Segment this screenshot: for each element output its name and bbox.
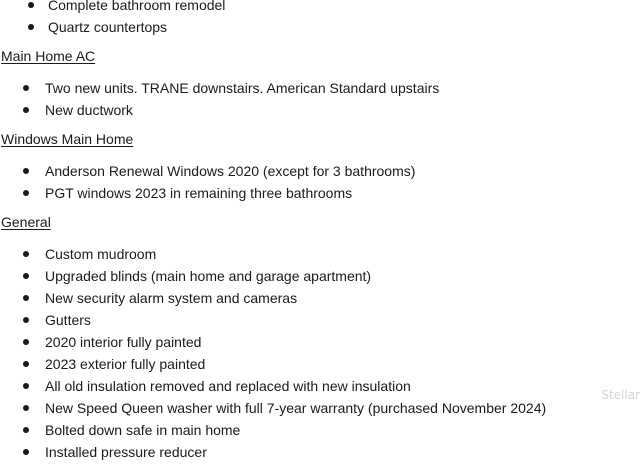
ac-list bbox=[0, 77, 640, 121]
list-item: Installed pressure reducer bbox=[0, 441, 640, 463]
list-item: Two new units. TRANE downstairs. American Standard upstairs bbox=[0, 77, 640, 99]
bullet-icon bbox=[23, 427, 29, 433]
bullet-icon bbox=[23, 168, 29, 174]
bullet-icon bbox=[23, 339, 29, 345]
bathroom-list bbox=[0, 0, 640, 38]
list-item: PGT windows 2023 in remaining three bathrooms bbox=[0, 182, 640, 204]
list-item: Gutters bbox=[0, 309, 640, 331]
bullet-icon bbox=[23, 273, 29, 279]
list-item: All old insulation removed and replaced with new insulation bbox=[0, 375, 640, 397]
list-item: New Speed Queen washer with full 7-year warranty (purchased November 2024) bbox=[0, 397, 640, 419]
list-item: 2020 interior fully painted bbox=[0, 331, 640, 353]
list-item: Bolted down safe in main home bbox=[0, 419, 640, 441]
section-heading-main-home-ac: Main Home AC bbox=[1, 48, 96, 64]
list-item: Complete bathroom remodel bbox=[0, 0, 640, 16]
watermark: Stellar bbox=[601, 388, 640, 402]
list-item: New ductwork bbox=[0, 99, 640, 121]
bullet-icon bbox=[23, 383, 29, 389]
bullet-icon bbox=[23, 405, 29, 411]
list-item: 2023 exterior fully painted bbox=[0, 353, 640, 375]
bullet-icon bbox=[23, 317, 29, 323]
bullet-icon bbox=[23, 107, 29, 113]
list-item: Upgraded blinds (main home and garage apartment) bbox=[0, 265, 640, 287]
bullet-icon bbox=[28, 2, 34, 8]
list-item: Custom mudroom bbox=[0, 243, 640, 265]
windows-list bbox=[0, 160, 640, 204]
bullet-icon bbox=[23, 85, 29, 91]
bullet-icon bbox=[23, 449, 29, 455]
list-item: New security alarm system and cameras bbox=[0, 287, 640, 309]
general-list bbox=[0, 243, 640, 463]
list-item: Quartz countertops bbox=[0, 16, 640, 38]
list-item: Anderson Renewal Windows 2020 (except for 3 bathrooms) bbox=[0, 160, 640, 182]
bullet-icon bbox=[23, 361, 29, 367]
bullet-icon bbox=[23, 251, 29, 257]
bullet-icon bbox=[23, 190, 29, 196]
bullet-icon bbox=[28, 24, 34, 30]
section-heading-general: General bbox=[1, 214, 51, 230]
section-heading-windows: Windows Main Home bbox=[1, 131, 134, 147]
bullet-icon bbox=[23, 295, 29, 301]
